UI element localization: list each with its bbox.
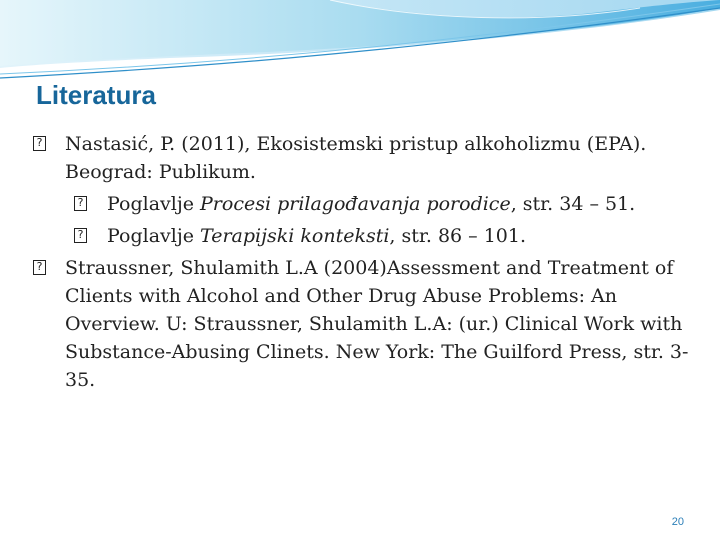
reference-item bbox=[30, 254, 690, 394]
slide-title: Literatura bbox=[36, 80, 156, 110]
reference-subitem bbox=[30, 190, 690, 218]
reference-item bbox=[30, 130, 690, 186]
subitem-chapter-title: Terapijski konteksti bbox=[200, 225, 390, 247]
bullet-icon: ? bbox=[74, 228, 87, 243]
subitem-pages: , str. 34 – 51. bbox=[510, 193, 636, 215]
subitem-pages: , str. 86 – 101. bbox=[389, 225, 527, 247]
reference-subitem bbox=[30, 222, 690, 250]
reference-list bbox=[30, 130, 690, 394]
header-wave-decoration bbox=[0, 0, 720, 90]
subitem-chapter-title: Procesi prilagođavanja porodice bbox=[200, 193, 511, 215]
bullet-icon: ? bbox=[74, 196, 87, 211]
reference-text: Nastasić, P. (2011), Ekosistemski pristup alkoholizmu (EPA). Beograd: Publikum. bbox=[65, 133, 647, 183]
reference-text: Straussner, Shulamith L.A (2004)Assessment and Treatment of Clients with Alcohol and Other Drug Abuse Problems: An Overview. U: Straussner, Shulamith L.A: (ur.) Clinical Work with Substance-Abusing Clinets. New York: The Guilford Press, str. 3-35. bbox=[65, 257, 689, 391]
subitem-prefix: Poglavlje bbox=[107, 193, 201, 215]
page-number: 20 bbox=[671, 516, 684, 528]
subitem-prefix: Poglavlje bbox=[107, 225, 201, 247]
bullet-icon: ? bbox=[33, 260, 46, 275]
bullet-icon: ? bbox=[33, 136, 46, 151]
